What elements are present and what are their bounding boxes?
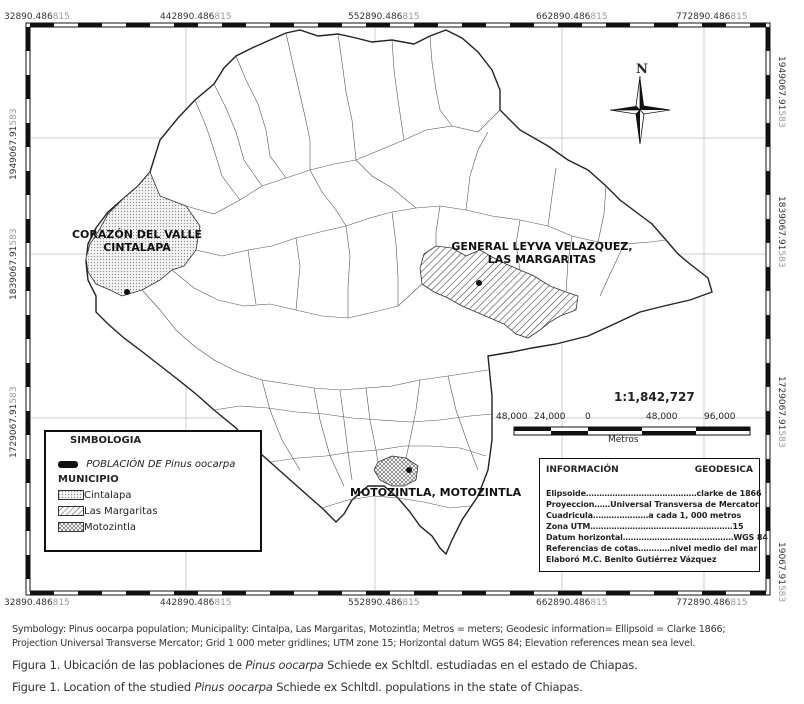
label-motozintla: MOTOZINTLA, MOTOZINTLA <box>350 486 522 499</box>
frame-tick <box>26 507 30 531</box>
y-coord-right-1: 1949067.91583 <box>776 56 786 128</box>
y-coord-right-2: 1839067.91583 <box>776 196 786 268</box>
scale-bar <box>514 427 750 435</box>
label-cintalapa <box>64 228 210 254</box>
frame-tick <box>26 459 30 483</box>
frame-tick <box>126 591 150 595</box>
frame-tick <box>26 171 30 195</box>
info-line-grid: Cuadricula…………………a cada 1, 000 metros <box>546 511 742 520</box>
x-coord-top-2: 552890.486815 <box>348 12 420 22</box>
frame-tick <box>26 219 30 243</box>
figure-caption-en-species: Pinus oocarpa <box>194 680 273 694</box>
frame-tick <box>750 591 766 595</box>
x-coord-bottom-2: 552890.486815 <box>348 598 420 608</box>
label-margaritas-line2: LAS MARGARITAS <box>487 253 597 266</box>
frame-tick <box>750 23 766 27</box>
frame-tick <box>766 171 770 195</box>
frame-tick <box>558 591 582 595</box>
north-label: N <box>636 62 648 77</box>
frame-tick <box>654 591 678 595</box>
label-margaritas-line1: GENERAL LEYVA VELAZQUEZ, <box>451 240 633 253</box>
legend-population-row <box>58 459 235 470</box>
frame-tick <box>26 363 30 387</box>
figure-caption-es-species: Pinus oocarpa <box>245 658 324 672</box>
legend-item-motozintla <box>58 522 136 533</box>
figure-caption-es <box>12 658 638 672</box>
frame-tick <box>26 315 30 339</box>
label-cintalapa-line2: CINTALAPA <box>103 241 171 254</box>
frame-tick <box>26 267 30 291</box>
legend-item-cintalapa <box>58 490 132 501</box>
scale-tick-3: 48,000 <box>646 412 678 422</box>
figure-caption-en-part2: Schiede ex Schltdl. populations in the state of Chiapas. <box>272 680 583 694</box>
frame-tick <box>702 23 726 27</box>
frame-tick <box>318 23 342 27</box>
legend-item-label: Cintalapa <box>84 490 132 501</box>
motozintla-swatch-icon <box>58 522 84 532</box>
frame-tick <box>766 315 770 339</box>
frame-tick <box>26 411 30 435</box>
corner-coord-top-left: 32890.486815 <box>4 12 70 22</box>
figure-caption-en-part1: Figure 1. Location of the studied <box>12 680 195 694</box>
frame-tick <box>318 591 342 595</box>
x-coord-bottom-4: 772890.486815 <box>676 598 748 608</box>
frame-tick <box>26 555 30 579</box>
info-line-ellipsoid: Elipsoide……………………………………clarke de 1866 <box>546 489 762 498</box>
frame-tick <box>270 23 294 27</box>
frame-tick <box>606 23 630 27</box>
geodesic-info-box <box>539 458 768 572</box>
frame-tick <box>766 507 770 531</box>
frame-tick <box>222 23 246 27</box>
info-line-elevation: Referencias de cotas…………nivel medio del mar <box>546 544 758 553</box>
frame-tick <box>766 267 770 291</box>
x-coord-bottom-3: 662890.486815 <box>536 598 608 608</box>
frame-tick <box>766 411 770 435</box>
corner-coord-bottom-left: 32890.486815 <box>4 598 70 608</box>
legend-population-prefix: POBLACIÓN DE <box>86 459 166 470</box>
label-cintalapa-line1: CORAZÓN DEL VALLE <box>71 228 203 241</box>
cintalapa-swatch-icon <box>58 490 84 500</box>
frame-tick <box>766 219 770 243</box>
y-coord-left-2: 1839067.91583 <box>9 228 19 300</box>
frame-tick <box>26 27 30 51</box>
legend-population-species: Pinus oocarpa <box>165 459 236 470</box>
frame-tick <box>26 75 30 99</box>
frame-tick <box>510 591 534 595</box>
info-line-zone: Zona UTM………………………………………………15 <box>546 522 744 531</box>
figure-caption-es-part2: Schiede ex Schltdl. estudiadas en el estado de Chiapas. <box>323 658 638 672</box>
population-point-motozintla[interactable] <box>406 467 412 473</box>
label-margaritas <box>444 240 640 266</box>
y-coord-right-3: 1729067.91583 <box>776 376 786 448</box>
frame-tick <box>174 23 198 27</box>
y-coord-left-3: 1729067.91583 <box>9 386 19 458</box>
scale-tick-4: 96,000 <box>704 412 736 422</box>
frame-tick <box>126 23 150 27</box>
scale-units: Metros <box>608 435 639 445</box>
info-line-datum: Datum horizontal……………………………………WGS 84 <box>546 533 768 542</box>
frame-tick <box>270 591 294 595</box>
legend-box <box>44 430 262 552</box>
scale-ratio: 1:1,842,727 <box>614 390 695 404</box>
scale-tick-0: 48,000 <box>496 412 528 422</box>
frame-tick <box>766 123 770 147</box>
frame-tick <box>30 23 54 27</box>
frame-tick <box>766 459 770 483</box>
scale-tick-1: 24,000 <box>534 412 566 422</box>
y-coord-left-1: 1949067.91583 <box>9 108 19 180</box>
x-coord-bottom-1: 442890.486815 <box>160 598 232 608</box>
frame-tick <box>174 591 198 595</box>
frame-tick <box>30 591 54 595</box>
frame-tick <box>78 23 102 27</box>
info-title: INFORMACIÓN <box>546 465 619 475</box>
frame-tick <box>766 27 770 51</box>
x-coord-top-3: 662890.486815 <box>536 12 608 22</box>
x-coord-top-4: 772890.486815 <box>676 12 748 22</box>
frame-tick <box>606 591 630 595</box>
figure-caption-es-part1: Figura 1. Ubicación de las poblaciones de <box>12 658 246 672</box>
frame-tick <box>766 363 770 387</box>
symbology-caption-line2: Projection Universal Transverse Mercator; Grid 1 000 meter gridlines; UTM zone 15; Horizontal datum WGS 84; Elevation references mean sea level. <box>12 638 696 649</box>
legend-item-label: Las Margaritas <box>84 506 158 517</box>
frame-tick <box>414 23 438 27</box>
scale-tick-2: 0 <box>585 412 591 422</box>
frame-tick <box>510 23 534 27</box>
population-symbol-icon <box>58 461 78 468</box>
frame-tick <box>366 591 390 595</box>
frame-tick <box>462 591 486 595</box>
info-line-projection: Proyeccion……Universal Transversa de Mercator <box>546 500 759 509</box>
frame-tick <box>78 591 102 595</box>
legend-item-margaritas <box>58 506 157 517</box>
frame-tick <box>26 123 30 147</box>
info-line-author: Elaboró M.C. Benito Gutiérrez Vázquez <box>546 555 717 564</box>
frame-tick <box>558 23 582 27</box>
north-arrow-icon <box>610 76 670 144</box>
frame-tick <box>366 23 390 27</box>
figure-caption-en <box>12 680 583 694</box>
frame-tick <box>654 23 678 27</box>
legend-municipio-heading: MUNICIPIO <box>58 474 119 485</box>
corner-coord-bottom-right: 19067.91583 <box>776 542 786 603</box>
frame-tick <box>702 591 726 595</box>
margaritas-swatch-icon <box>58 506 84 516</box>
symbology-caption-line1: Symbology: Pinus oocarpa population; Municipality: Cintalpa, Las Margaritas, Motozintla; Metros = meters; Geodesic information= Ellipsoid = Clarke 1866; <box>12 624 726 635</box>
frame-tick <box>462 23 486 27</box>
population-point-margaritas[interactable] <box>476 280 482 286</box>
frame-tick <box>222 591 246 595</box>
frame-tick <box>766 555 770 579</box>
frame-tick <box>414 591 438 595</box>
population-point-cintalapa[interactable] <box>124 289 130 295</box>
info-title-right: GEODESICA <box>694 465 753 475</box>
legend-title: SIMBOLOGIA <box>70 435 142 446</box>
frame-tick <box>766 75 770 99</box>
legend-item-label: Motozintla <box>84 522 136 533</box>
x-coord-top-1: 442890.486815 <box>160 12 232 22</box>
